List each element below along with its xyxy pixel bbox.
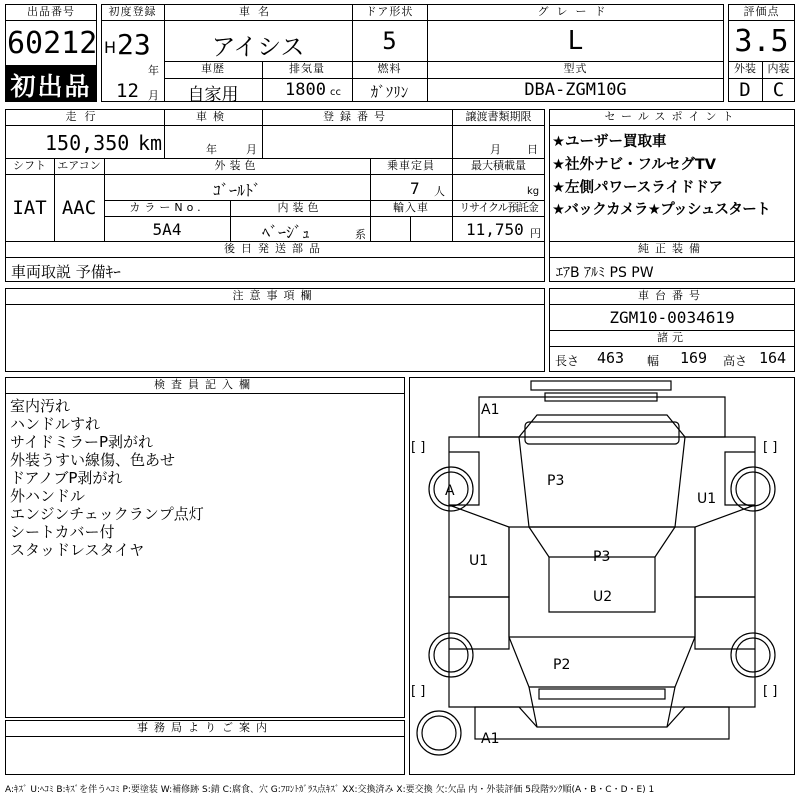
- recycle-unit: 円: [530, 227, 541, 240]
- displacement-label: 排気量: [289, 62, 325, 75]
- diagram-bracket: [ ]: [763, 440, 778, 455]
- fuel-label: 燃料: [377, 62, 402, 75]
- car-name: アイシス: [211, 33, 305, 61]
- diagram-bracket: [ ]: [411, 684, 426, 699]
- diagram-mark-trunk: P2: [553, 657, 571, 673]
- interior-grade-label: 内装: [767, 62, 790, 75]
- first-listing-label: 初出品: [10, 72, 92, 101]
- width-label: 幅: [647, 354, 660, 368]
- diagram-bracket: [ ]: [411, 440, 426, 455]
- import-label: 輸入車: [393, 201, 429, 214]
- inspector-item: ハンドルすれ: [10, 415, 101, 433]
- history-label: 車歴: [201, 62, 225, 75]
- model-label: 型式: [563, 62, 588, 75]
- capacity-label: 乗車定員: [387, 159, 435, 172]
- mileage-unit: km: [138, 131, 163, 155]
- transfer-day-unit: 日: [527, 143, 538, 156]
- displacement: 1800: [285, 80, 326, 100]
- shift-label: シフト: [13, 159, 46, 172]
- inspection-label: 車検: [196, 110, 230, 123]
- inspector-item: シートカバー付: [10, 523, 115, 541]
- grade: L: [567, 26, 584, 56]
- inspector-item: 外装うすい線傷、色あせ: [10, 451, 176, 469]
- score: 3.5: [734, 24, 789, 59]
- chassis-label: 車台番号: [638, 289, 706, 302]
- door-label: ドア形状: [365, 5, 414, 18]
- width: 169: [680, 349, 708, 367]
- first-registration-era: H: [104, 38, 117, 57]
- color-no: 5A4: [152, 220, 182, 239]
- inspector-label: 検査員記入欄: [154, 378, 256, 391]
- sales-point-1: ★ユーザー買取車: [552, 134, 667, 150]
- first-registration-year-unit: 年: [148, 64, 159, 77]
- equipment-label: 純正装備: [638, 242, 706, 255]
- inspector-item: 室内汚れ: [10, 397, 71, 415]
- max-load-label: 最大積載量: [471, 159, 526, 172]
- exterior-grade-label: 外装: [734, 62, 756, 75]
- inspection-year-unit: 年: [206, 143, 217, 156]
- diagram-mark-hood: P3: [547, 473, 565, 489]
- reg-number-label: 登録番号: [323, 110, 391, 123]
- score-label: 評価点: [743, 5, 780, 18]
- lot-number-label: 出品番号: [27, 5, 75, 18]
- later-items: 車両取説 予備ｷｰ: [11, 263, 121, 281]
- sales-points-label: セールスポイント: [604, 110, 740, 123]
- transfer-due-label: 譲渡書類期限: [465, 110, 532, 123]
- diagram-mark-left-door: U1: [469, 553, 489, 569]
- capacity: 7: [410, 179, 420, 198]
- first-registration-label: 初度登録: [108, 5, 157, 18]
- diagram-mark-roof-rear: U2: [593, 589, 613, 605]
- height: 164: [759, 349, 787, 367]
- int-color-label: 内装色: [277, 201, 323, 214]
- height-label: 高さ: [723, 354, 748, 368]
- mileage: 150,350: [45, 131, 130, 155]
- recycle-fee: 11,750: [466, 220, 524, 239]
- first-registration-month-unit: 月: [148, 89, 159, 102]
- ext-color-label: 外装色: [214, 159, 260, 172]
- inspector-item: サイドミラーP剥がれ: [10, 433, 153, 451]
- office-label: 事務局よりご案内: [137, 721, 273, 734]
- later-items-label: 後日発送部品: [224, 242, 326, 255]
- grade-label: グレード: [537, 5, 614, 18]
- diagram-mark-right-front-fender: U1: [697, 491, 717, 507]
- capacity-unit: 人: [434, 185, 445, 198]
- car-name-label: 車名: [239, 5, 277, 18]
- max-load-unit: kg: [527, 186, 540, 197]
- length: 463: [597, 349, 625, 367]
- int-color: ﾍﾞｰｼﾞｭ: [262, 223, 311, 242]
- ext-color: ｺﾞｰﾙﾄﾞ: [212, 181, 261, 200]
- diagram-mark-left-front-wheel: A: [445, 483, 455, 499]
- diagram-bracket: [ ]: [763, 684, 778, 699]
- fuel: ｶﾞｿﾘﾝ: [370, 83, 409, 101]
- history: 自家用: [187, 85, 239, 105]
- diagram-mark-roof: P3: [593, 549, 611, 565]
- first-registration-month: 12: [116, 80, 139, 102]
- recycle-label: リサイクル預託金: [459, 201, 538, 214]
- sales-point-2: ★社外ナビ・フルセグTV: [552, 157, 717, 173]
- inspector-item: ドアノブP剥がれ: [10, 469, 123, 487]
- inspector-item: エンジンチェックランプ点灯: [10, 505, 204, 523]
- shift: IAT: [12, 197, 47, 219]
- ac-label: エアコン: [57, 159, 101, 172]
- interior-grade: C: [772, 79, 785, 101]
- equipment: ｴｱB ｱﾙﾐ PS PW: [556, 265, 654, 281]
- exterior-grade: D: [739, 79, 751, 101]
- color-no-label: カラーNo.: [129, 201, 205, 214]
- dims-label: 諸元: [657, 331, 687, 344]
- mileage-label: 走行: [65, 110, 104, 123]
- sales-point-3: ★左側パワースライドドア: [552, 180, 723, 196]
- inspection-month-unit: 月: [246, 143, 257, 156]
- inspector-item: スタッドレスタイヤ: [10, 541, 145, 559]
- car-diagram: [409, 377, 795, 775]
- notes-label: 注意事項欄: [232, 289, 318, 302]
- door-count: 5: [382, 27, 397, 55]
- int-color-suffix: 系: [355, 228, 366, 241]
- sales-point-4: ★バックカメラ★プッシュスタート: [552, 202, 771, 218]
- lot-number: 60212: [7, 26, 98, 61]
- ac: AAC: [61, 197, 97, 219]
- chassis-number: ZGM10-0034619: [609, 308, 735, 327]
- displacement-unit: cc: [330, 87, 341, 98]
- model: DBA-ZGM10G: [524, 80, 627, 100]
- diagram-mark-rear: A1: [481, 731, 500, 747]
- inspector-item: 外ハンドル: [10, 487, 86, 505]
- legend-text: A:ｷｽﾞ U:ﾍｺﾐ B:ｷｽﾞを伴うﾍｺﾐ P:要塗装 W:補修跡 S:錆 C:腐食、穴 G:ﾌﾛﾝﾄｶﾞﾗｽ点ｷｽﾞ XX:交換済み X:要交換 欠:欠品 内・外装評価 5段階ﾗﾝｸ順(A・B・C・D・E) 1: [5, 785, 655, 795]
- length-label: 長さ: [555, 354, 580, 368]
- transfer-month-unit: 月: [490, 143, 501, 156]
- first-registration-year: 23: [117, 28, 151, 61]
- diagram-mark-front: A1: [481, 402, 500, 418]
